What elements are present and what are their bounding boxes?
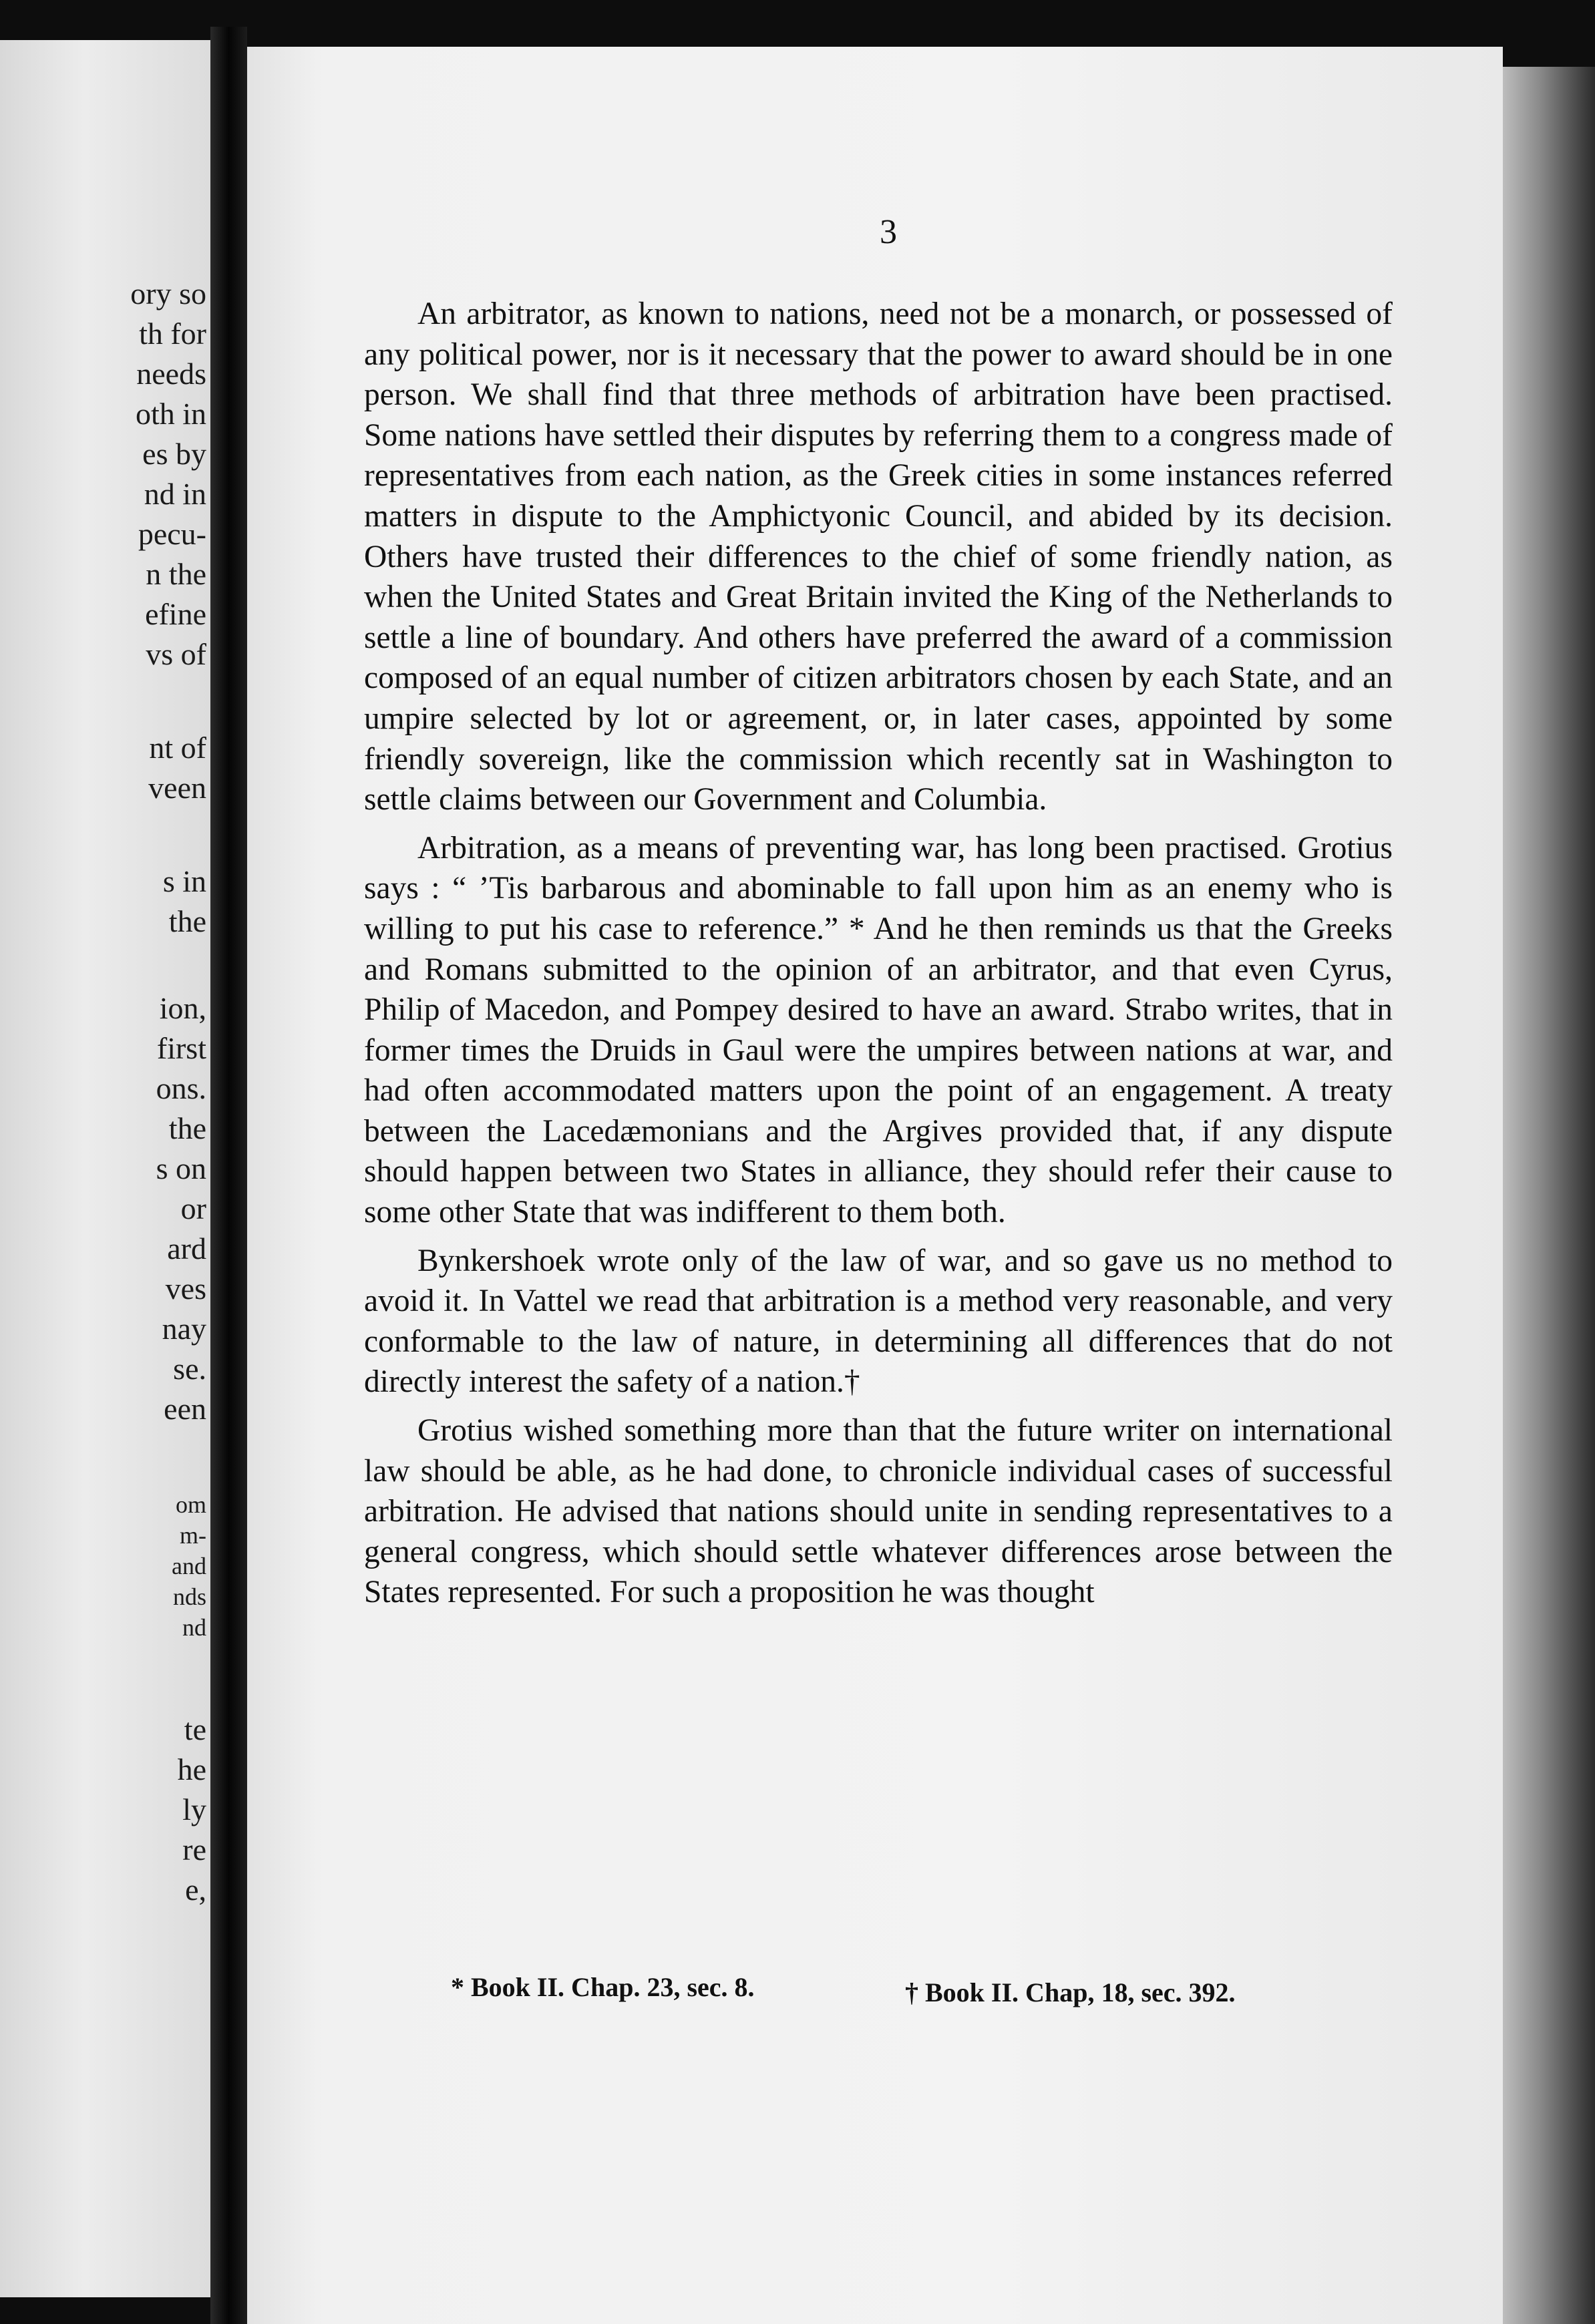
body-text [364, 294, 1393, 1613]
facing-page-fragment: ly [182, 1792, 206, 1826]
facing-page-fragment: the [168, 904, 206, 938]
facing-page-fragment: ion, [159, 991, 206, 1025]
paragraph: Arbitration, as a means of preventing war, has long been practised. Grotius says : “ ’Tis barbarous and abominable to fall upon him as an enemy who is willing to put his case to reference.” * And he then reminds us that the Greeks and Romans submitted to the opinion of an arbitrator, and that even Cyrus, Philip of Macedon, and Pompey desired to have an award. Strabo writes, that in former times the Druids in Gaul were the umpires between nations at war, and had often accommodated matters upon the point of an engagement. A treaty between the Lacedæmonians and the Argives provided that, if any dispute should happen between two States in alliance, they should refer their cause to some other State that was indifferent to them both. [364, 830, 1393, 1230]
facing-page-fragment: s on [156, 1151, 206, 1185]
facing-page-edge [0, 40, 210, 2297]
facing-page-fragment: th for [139, 317, 206, 351]
facing-page-fragment: efine [145, 597, 206, 631]
footnote: † Book II. Chap, 18, sec. 392. [905, 1977, 1236, 2007]
facing-page-fragment: pecu- [138, 517, 206, 551]
facing-page-fragment: m- [180, 1522, 206, 1549]
book-gutter [210, 27, 247, 2324]
facing-page-fragment: n the [146, 557, 206, 591]
facing-page-fragment: ons. [156, 1071, 206, 1105]
paragraph: Bynkershoek wrote only of the law of war, and so gave us no method to avoid it. In Vattel we read that arbitration is a method very reasonable, and very conformable to the law of nature, in determining all differences that do not directly interest the safety of a nation.† [364, 1243, 1393, 1400]
facing-page-fragment: first [156, 1031, 206, 1065]
facing-page-fragment: se. [173, 1352, 206, 1386]
facing-page-fragment: nay [162, 1312, 206, 1346]
paragraph: Grotius wished something more than that the future writer on international law should be able, as he had done, to chronicle individual cases of successful arbitration. He advised that nations should unite in sending representatives to a general congress, which should settle whatever differences arose between the States represented. For such a proposition he was thought [364, 1413, 1393, 1610]
facing-page-fragment: veen [148, 771, 206, 805]
facing-page-fragment: oth in [135, 397, 206, 431]
facing-page-fragment: e, [185, 1873, 206, 1907]
page-edge-shadow [1503, 67, 1595, 2324]
facing-page-fragment: om [175, 1491, 206, 1518]
page-number: 3 [880, 213, 897, 251]
facing-page-fragment: ory so [130, 276, 206, 311]
facing-page-fragment: s in [162, 864, 206, 898]
facing-page-fragment: es by [142, 437, 206, 471]
facing-page-fragment: nd [182, 1614, 206, 1641]
facing-page-fragment: nd in [144, 477, 206, 511]
facing-page-fragment: he [177, 1752, 206, 1786]
facing-page-fragment: te [184, 1712, 206, 1746]
facing-page-fragment: needs [136, 357, 206, 391]
paragraph: An arbitrator, as known to nations, need not be a monarch, or possessed of any political power, nor is it necessary that the power to award should be in one person. We shall find that three methods of arbitration have been practised. Some nations have settled their disputes by referring them to a congress made of representatives from each nation, as the Greek cities in some instances referred matters in dispute to the Amphictyonic Council, and abided by its decision. Others have trusted their differences to the chief of some friendly nation, as when the United States and Great Britain invited the King of the Netherlands to settle a line of boundary. And others have preferred the award of a commission composed of an equal number of citizen arbitrators chosen by each State, and an umpire selected by lot or agreement, or, in later cases, appointed by some friendly sovereign, like the commission which recently sat in Washington to settle claims between our Government and Columbia. [364, 297, 1393, 817]
footnote: * Book II. Chap. 23, sec. 8. [451, 1972, 755, 2002]
facing-page-fragment: een [164, 1392, 206, 1426]
facing-page-fragment: nds [172, 1583, 206, 1610]
facing-page-fragment: ard [167, 1231, 206, 1266]
facing-page-fragment: and [172, 1553, 206, 1579]
facing-page-fragment: ves [165, 1272, 206, 1306]
facing-page-fragment: vs of [146, 637, 206, 671]
facing-page-fragment: the [168, 1111, 206, 1145]
facing-page-fragment: or [180, 1191, 206, 1225]
facing-page-fragment: re [182, 1832, 206, 1867]
facing-page-fragment: nt of [149, 731, 206, 765]
